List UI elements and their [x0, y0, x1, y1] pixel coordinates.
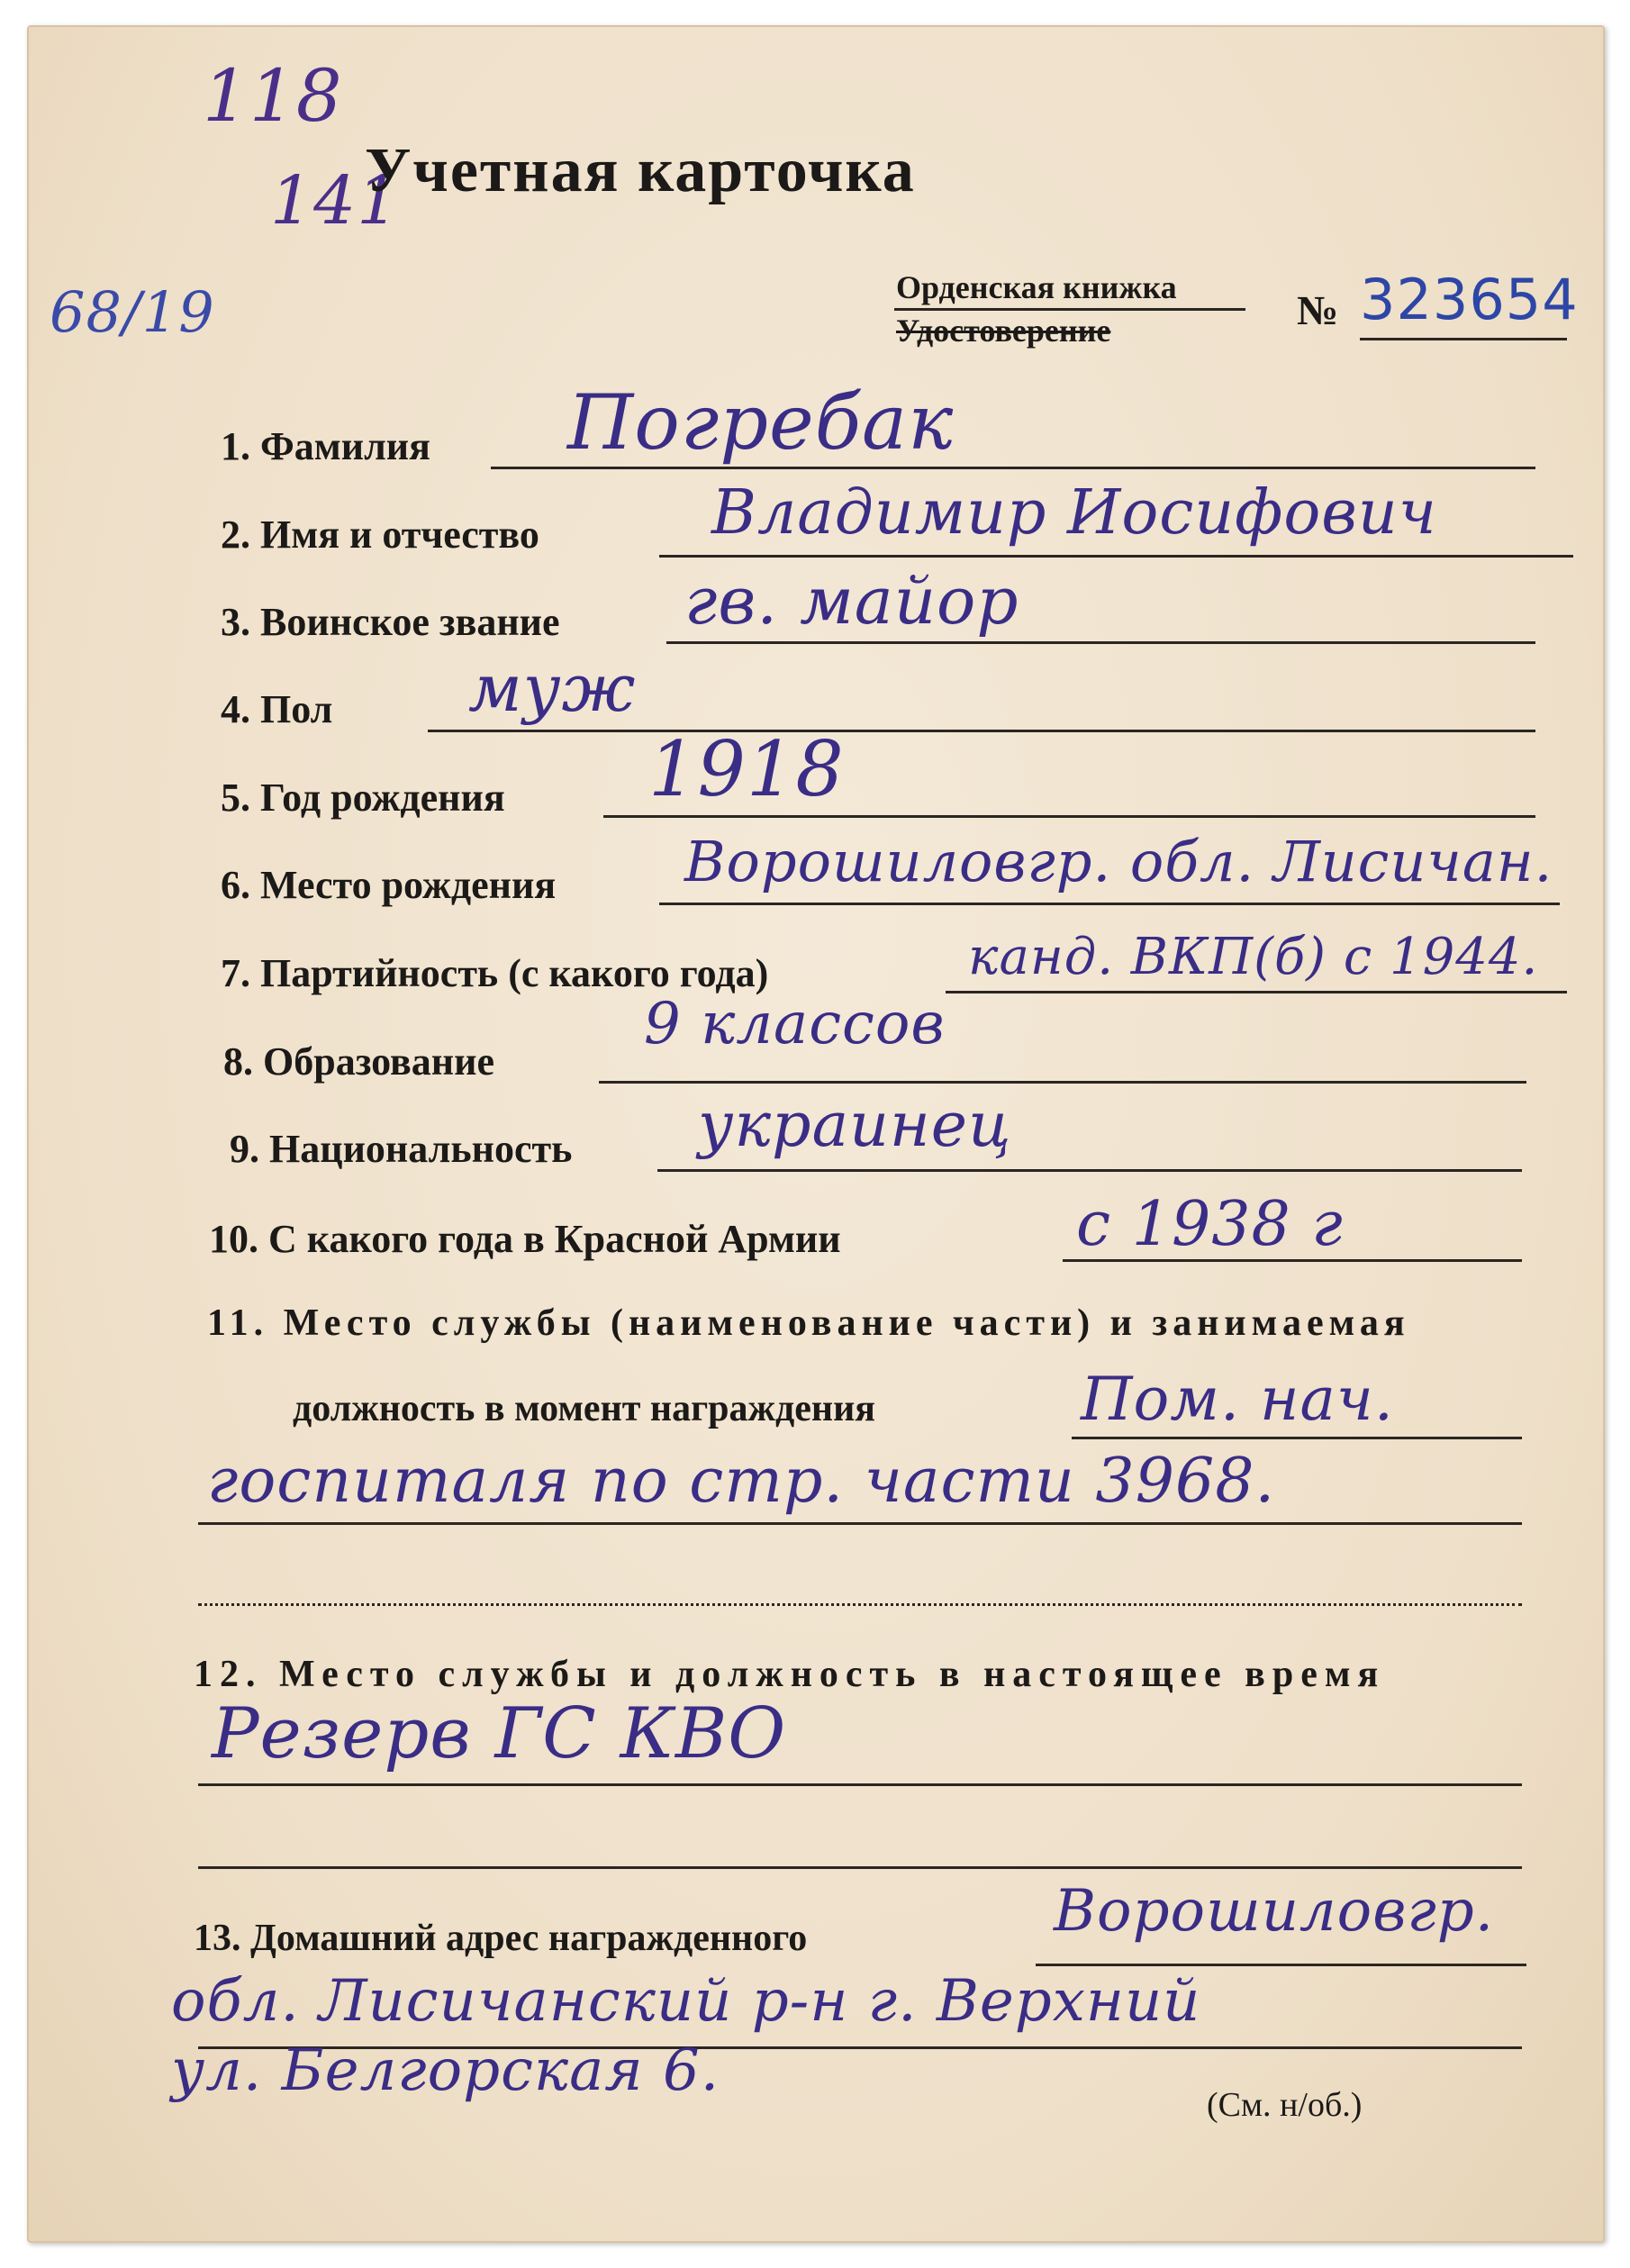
field-11-value-line2: госпиталя по стр. части 3968.: [207, 1446, 1276, 1517]
field-13-line1: [1036, 1964, 1526, 1966]
field-13-value-line2: обл. Лисичанский р-н г. Верхний: [171, 1968, 1201, 2035]
field-11-line3: [198, 1603, 1522, 1606]
field-12-line1: [198, 1783, 1522, 1786]
field-6-label: 6. Место рождения: [221, 863, 557, 907]
field-8-line: [599, 1081, 1526, 1084]
field-3-value: гв. майор: [684, 563, 1019, 639]
field-7-label: 7. Партийность (с какого года): [221, 951, 769, 995]
field-10-value: с 1938 г: [1076, 1189, 1344, 1260]
field-12-line2: [198, 1866, 1522, 1869]
field-11-label-line2: должность в момент награждения: [293, 1388, 876, 1429]
field-4-value: муж: [468, 650, 637, 726]
field-7-line: [946, 991, 1567, 993]
doc-type-line2: Удостоверение: [896, 313, 1111, 349]
field-5-value: 1918: [648, 725, 845, 813]
doc-type-line1: Орденская книжка: [896, 269, 1177, 305]
field-3-label: 3. Воинское звание: [221, 600, 560, 644]
field-5-line: [603, 815, 1535, 818]
field-7-value: канд. ВКП(б) с 1944.: [968, 928, 1539, 986]
field-1-label: 1. Фамилия: [221, 424, 430, 468]
field-3-line: [666, 641, 1535, 644]
field-2-value: Владимир Иосифович: [711, 477, 1437, 549]
field-9-label: 9. Национальность: [230, 1127, 573, 1171]
field-13-value-line3: ул. Белгорская 6.: [171, 2037, 720, 2104]
field-1-line: [491, 467, 1535, 469]
field-1-value: Погребак: [567, 378, 955, 467]
see-reverse-note: (См. н/об.): [1207, 2086, 1363, 2124]
field-8-label: 8. Образование: [223, 1039, 495, 1084]
page-title: Учетная карточка: [365, 136, 916, 205]
number-underline: [1360, 338, 1567, 340]
field-2-line: [659, 555, 1573, 558]
field-12-label: 12. Место службы и должность в настоящее время: [194, 1654, 1386, 1695]
field-11-value-line1: Пом. нач.: [1081, 1365, 1394, 1434]
field-4-line: [428, 730, 1535, 732]
number-sign: №: [1297, 287, 1339, 333]
field-11-label-line1: 11. Место службы (наименование части) и занимаемая: [207, 1302, 1410, 1344]
field-2-label: 2. Имя и отчество: [221, 513, 539, 557]
field-10-label: 10. С какого года в Красной Армии: [209, 1217, 841, 1261]
field-4-label: 4. Пол: [221, 687, 333, 731]
field-11-line2: [198, 1522, 1522, 1525]
corner-fraction-numerator: 118: [203, 54, 343, 138]
field-9-value: украинец: [698, 1090, 1012, 1161]
field-13-value-line1: Ворошиловгр.: [1054, 1878, 1495, 1945]
corner-left-note: 68/19: [50, 279, 215, 345]
doc-type-divider: [894, 308, 1245, 311]
field-9-line: [657, 1169, 1522, 1172]
field-11-line1: [1072, 1437, 1522, 1439]
field-5-label: 5. Год рождения: [221, 776, 505, 820]
field-12-value: Резерв ГС КВО: [212, 1693, 787, 1774]
corner-fraction-denominator: 141: [270, 162, 401, 240]
field-6-value: Ворошиловгр. обл. Лисичан.: [684, 829, 1553, 894]
field-6-line: [659, 903, 1560, 905]
field-13-label: 13. Домашний адрес награжденного: [194, 1918, 808, 1959]
order-book-number: 323654: [1360, 267, 1579, 332]
field-8-value: 9 классов: [644, 991, 946, 1057]
